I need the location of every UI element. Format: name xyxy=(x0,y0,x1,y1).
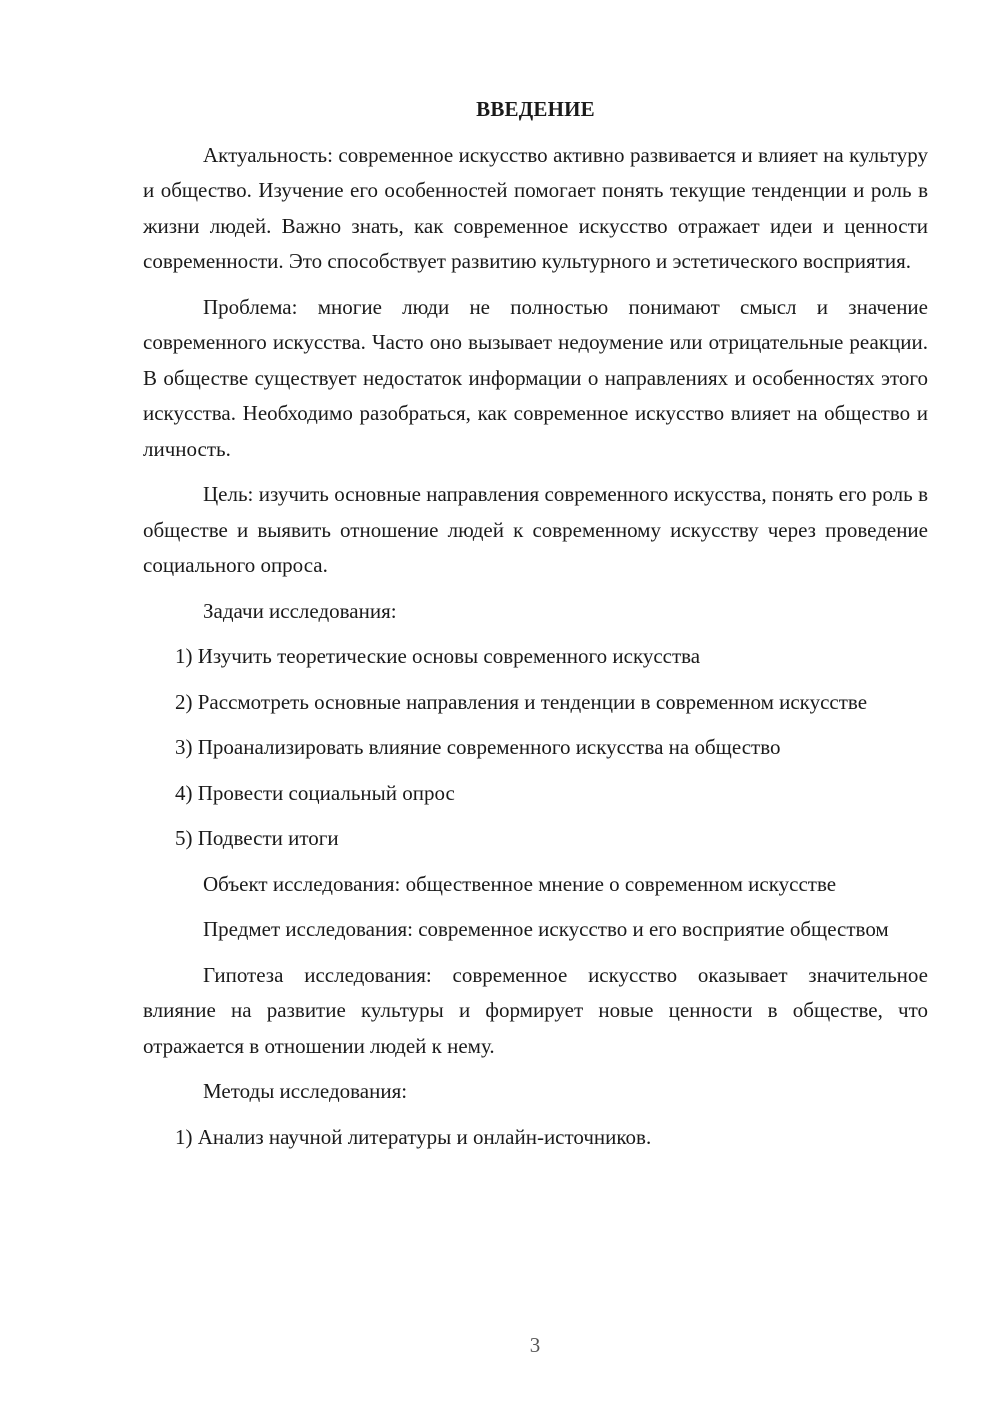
task-item-3: 3) Проанализировать влияние современного искусства на общество xyxy=(175,735,781,759)
methods-heading: Методы исследования: xyxy=(203,1079,408,1103)
task-item-4: 4) Провести социальный опрос xyxy=(175,780,455,805)
document-page xyxy=(143,92,928,1165)
paragraph-object: Объект исследования: общественное мнение о современном искусстве xyxy=(203,871,837,896)
task-item-1: 1) Изучить теоретические основы современного искусства xyxy=(175,644,701,668)
paragraph-subject: Предмет исследования: современное искусство и его восприятие обществом xyxy=(203,917,889,941)
method-item-1: 1) Анализ научной литературы и онлайн-источников. xyxy=(175,1124,652,1149)
section-title: ВВЕДЕНИЕ xyxy=(476,97,595,121)
paragraph-problem: Проблема: многие люди не полностью понимают смысл и значение современного искусства. Часто оно вызывает недоумение или отрицательные реакции. В обществе существует недостаток информации о направлениях и особенностях этого искусства. Необходимо разобраться, как современное искусство влияет на общество и личность. xyxy=(143,294,928,461)
paragraph-relevance: Актуальность: современное искусство активно развивается и влияет на культуру и общество. Изучение его особенностей помогает понять текущие тенденции и роль в жизни людей. Важно знать, как современное искусство отражает идеи и ценности современности. Это способствует развитию культурного и эстетического восприятия. xyxy=(143,142,928,273)
tasks-heading: Задачи исследования: xyxy=(203,598,397,623)
paragraph-goal: Цель: изучить основные направления современного искусства, понять его роль в обществе и выявить отношение людей к современному искусству через проведение социального опроса. xyxy=(143,482,928,577)
task-item-2: 2) Рассмотреть основные направления и тенденции в современном искусстве xyxy=(175,689,868,714)
page-number: 3 xyxy=(529,1333,541,1357)
paragraph-hypothesis: Гипотеза исследования: современное искусство оказывает значительное влияние на развитие культуры и формирует новые ценности в обществе, что отражается в отношении людей к нему. xyxy=(143,962,928,1058)
task-item-5: 5) Подвести итоги xyxy=(175,826,339,850)
